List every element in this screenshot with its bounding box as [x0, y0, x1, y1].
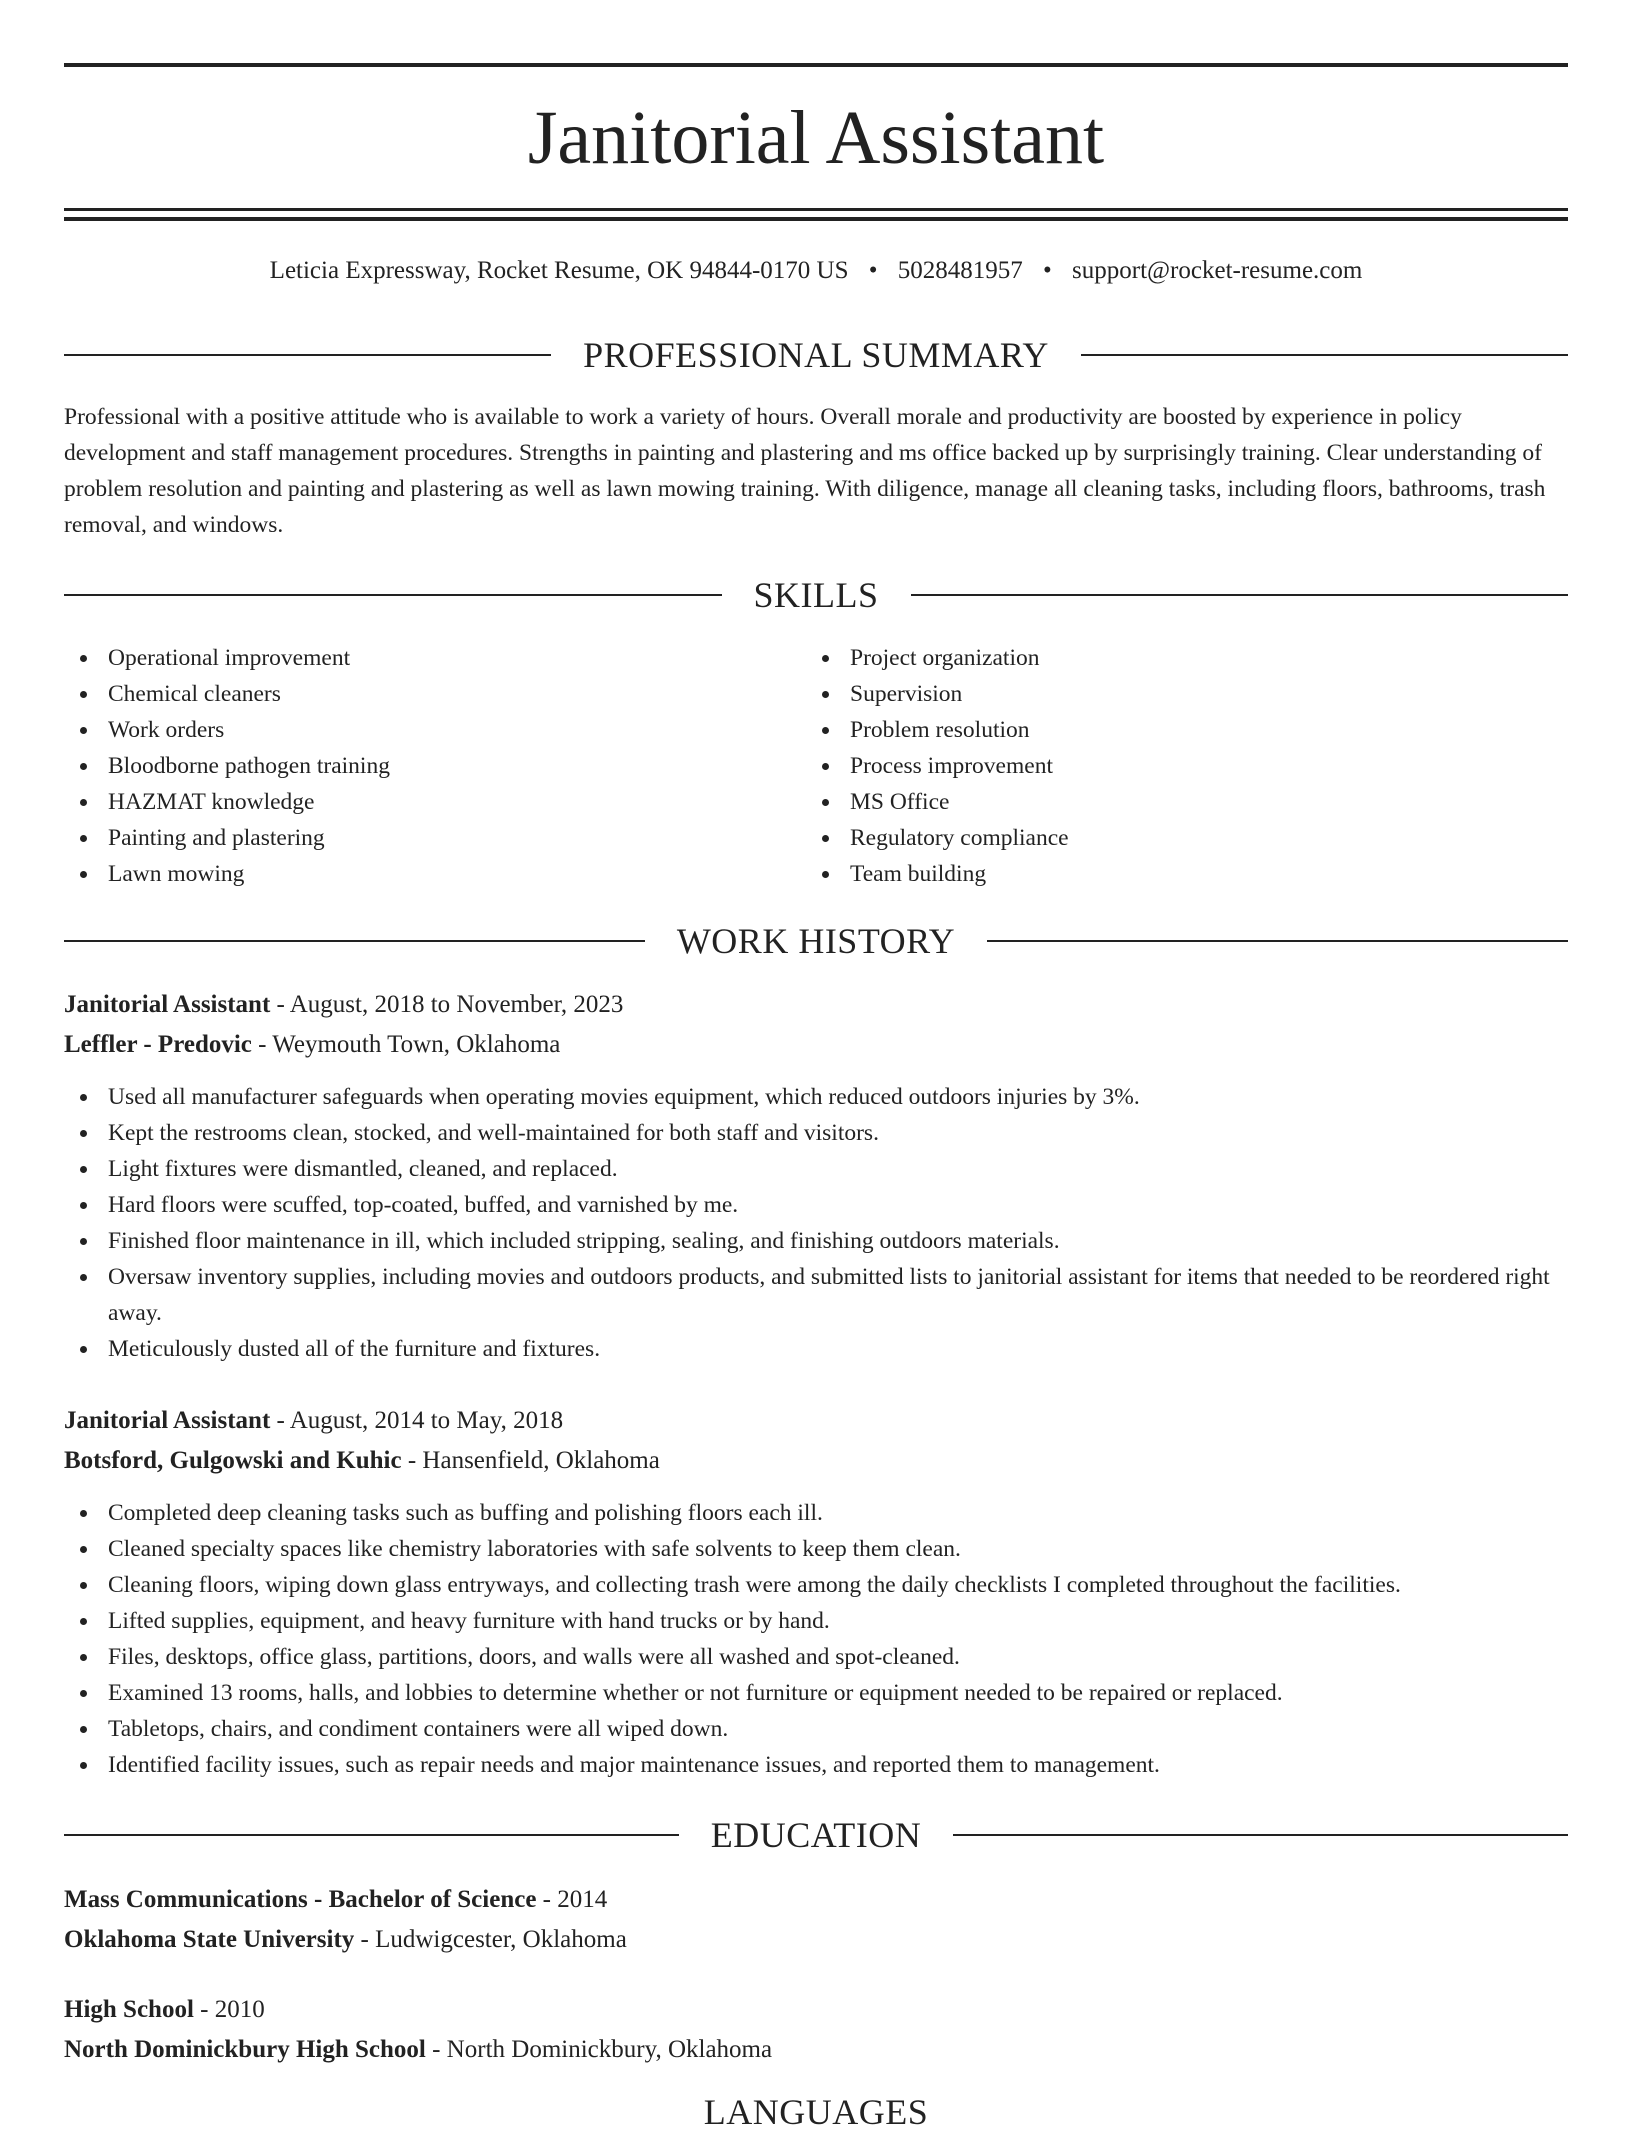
summary-text: Professional with a positive attitude who is available to work a variety of hours. Overall morale and productivity are boosted by experience in policy development and staff management procedures. Strengths in painting and plastering and ms office backed up by surprisingly training. Clear understanding of problem resolution and painting and plastering as well as lawn mowing training. With diligence, manage all cleaning tasks, including floors, bathrooms, trash removal, and windows. — [64, 404, 1546, 538]
skill-item: Lawn mowing — [64, 856, 784, 892]
education-location: - Ludwigcester, Oklahoma — [354, 1926, 627, 1953]
section-title: EDUCATION — [710, 1815, 922, 1855]
section-rule — [64, 354, 551, 356]
job-bullet: Kept the restrooms clean, stocked, and well-maintained for both staff and visitors. — [64, 1115, 1568, 1151]
education-degree-line — [64, 1880, 1568, 1920]
education-school-line — [64, 1920, 1568, 1960]
section-rule — [911, 594, 1569, 596]
education-school: Oklahoma State University — [64, 1926, 355, 1953]
contact-separator: • — [1043, 257, 1052, 284]
job-bullet: Cleaning floors, wiping down glass entryways, and collecting trash were among the daily checklists I completed throughout the facilities. — [64, 1567, 1568, 1603]
top-rule — [64, 63, 1568, 67]
skill-item: Problem resolution — [806, 712, 1526, 748]
section-rule — [1081, 354, 1568, 356]
section-header-work-history — [64, 919, 1568, 963]
skill-item: Painting and plastering — [64, 820, 784, 856]
education-school-line — [64, 2030, 1568, 2070]
job-dates: - August, 2018 to November, 2023 — [270, 991, 624, 1018]
skill-item: Operational improvement — [64, 640, 784, 676]
resume-title: Janitorial Assistant — [527, 96, 1105, 180]
skill-item: Supervision — [806, 676, 1526, 712]
section-title: SKILLS — [753, 575, 879, 615]
job-bullet: Light fixtures were dismantled, cleaned, and replaced. — [64, 1151, 1568, 1187]
job-bullet: Lifted supplies, equipment, and heavy furniture with hand trucks or by hand. — [64, 1603, 1568, 1639]
education-degree-line — [64, 1990, 1568, 2030]
skill-item: HAZMAT knowledge — [64, 784, 784, 820]
skill-item: MS Office — [806, 784, 1526, 820]
contact-email[interactable]: support@rocket-resume.com — [1072, 257, 1363, 284]
section-rule — [987, 940, 1568, 942]
skill-item: Work orders — [64, 712, 784, 748]
job-bullet: Tabletops, chairs, and condiment containers were all wiped down. — [64, 1711, 1568, 1747]
job-title-line — [64, 985, 1568, 1025]
education-school: North Dominickbury High School — [64, 2036, 426, 2063]
skill-item: Project organization — [806, 640, 1526, 676]
contact-separator: • — [868, 257, 878, 284]
job-bullet: Identified facility issues, such as repair needs and major maintenance issues, and reported them to management. — [64, 1747, 1568, 1783]
section-title: WORK HISTORY — [676, 921, 956, 961]
skills-list-right — [806, 640, 1526, 892]
job-bullet: Oversaw inventory supplies, including movies and outdoors products, and submitted lists to janitorial assistant for items that needed to be reordered right away. — [64, 1259, 1568, 1331]
job-bullet: Meticulously dusted all of the furniture and fixtures. — [64, 1331, 1568, 1367]
job-dates: - August, 2014 to May, 2018 — [270, 1407, 564, 1434]
job-location: - Weymouth Town, Oklahoma — [251, 1031, 561, 1058]
skill-item: Regulatory compliance — [806, 820, 1526, 856]
job-title: Janitorial Assistant — [64, 991, 271, 1018]
job-bullet: Hard floors were scuffed, top-coated, buffed, and varnished by me. — [64, 1187, 1568, 1223]
job-company: Leffler - Predovic — [64, 1031, 252, 1058]
contact-phone: 5028481957 — [897, 257, 1023, 284]
job-bullet: Used all manufacturer safeguards when operating movies equipment, which reduced outdoors injuries by 3%. — [64, 1079, 1568, 1115]
education-location: - North Dominickbury, Oklahoma — [425, 2036, 773, 2063]
contact-line — [64, 253, 1568, 289]
job-company-line — [64, 1025, 1568, 1065]
job-bullet: Cleaned specialty spaces like chemistry laboratories with safe solvents to keep them clean. — [64, 1531, 1568, 1567]
education-degree: High School — [64, 1996, 194, 2023]
skill-item: Bloodborne pathogen training — [64, 748, 784, 784]
job-bullet: Examined 13 rooms, halls, and lobbies to determine whether or not furniture or equipment needed to be repaired or replaced. — [64, 1675, 1568, 1711]
skill-item: Process improvement — [806, 748, 1526, 784]
job-title-line — [64, 1401, 1568, 1441]
education-year: - 2010 — [193, 1996, 265, 2023]
title-double-rule — [64, 208, 1568, 221]
job-company: Botsford, Gulgowski and Kuhic — [64, 1447, 402, 1474]
contact-address: Leticia Expressway, Rocket Resume, OK 94844-0170 US — [269, 257, 849, 284]
section-rule — [953, 1834, 1568, 1836]
section-rule — [64, 594, 722, 596]
job-bullets — [64, 1079, 1568, 1367]
education-year: - 2014 — [536, 1886, 608, 1913]
section-header-languages — [64, 2090, 1568, 2134]
job-title: Janitorial Assistant — [64, 1407, 271, 1434]
job-bullet: Files, desktops, office glass, partitions, doors, and walls were all washed and spot-cleaned. — [64, 1639, 1568, 1675]
skill-item: Chemical cleaners — [64, 676, 784, 712]
section-header-education — [64, 1813, 1568, 1857]
section-title: PROFESSIONAL SUMMARY — [583, 335, 1049, 375]
section-title: LANGUAGES — [703, 2092, 929, 2132]
job-bullet: Finished floor maintenance in ill, which included stripping, sealing, and finishing outdoors materials. — [64, 1223, 1568, 1259]
job-bullet: Completed deep cleaning tasks such as buffing and polishing floors each ill. — [64, 1495, 1568, 1531]
section-header-summary — [64, 333, 1568, 377]
skills-list-left — [64, 640, 784, 892]
skill-item: Team building — [806, 856, 1526, 892]
job-location: - Hansenfield, Oklahoma — [401, 1447, 660, 1474]
job-bullets — [64, 1495, 1568, 1783]
education-degree: Mass Communications - Bachelor of Science — [64, 1886, 537, 1913]
section-rule — [64, 940, 645, 942]
job-company-line — [64, 1441, 1568, 1481]
section-header-skills — [64, 573, 1568, 617]
section-rule — [64, 1834, 679, 1836]
